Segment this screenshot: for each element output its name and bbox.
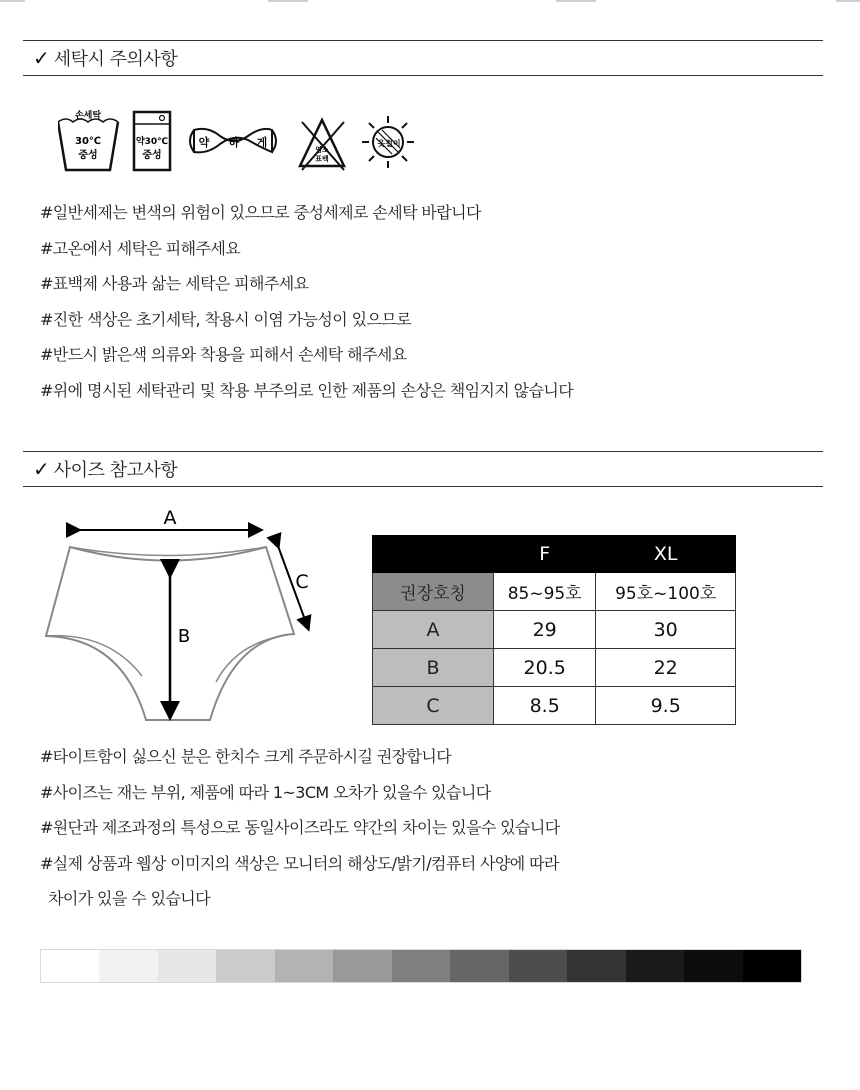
wring-text-3: 게 — [256, 136, 268, 149]
dry-text: 옷걸이 — [377, 139, 401, 148]
hand-wash-icon — [58, 109, 118, 170]
hand-wash-temp-text: 30℃ — [74, 136, 102, 147]
bleach-text-2: 표백 — [315, 155, 329, 163]
table-cell: 9.5 — [596, 687, 736, 725]
table-row — [373, 687, 736, 725]
table-cell: 8.5 — [494, 687, 596, 725]
color-swatch — [41, 950, 99, 982]
color-swatch — [99, 950, 157, 982]
size-notes-list — [40, 745, 560, 923]
machine-bottom-text: 중성 — [142, 150, 162, 161]
size-diagram — [38, 502, 328, 727]
color-swatch-strip — [40, 949, 802, 983]
size-section-title: 사이즈 참고사항 — [53, 460, 178, 481]
size-section-header — [23, 451, 823, 487]
wring-gently-icon — [190, 129, 276, 152]
care-symbols — [58, 108, 428, 178]
label-b: B — [177, 626, 191, 647]
table-cell: 20.5 — [494, 649, 596, 687]
size-table-header-blank — [373, 536, 494, 573]
table-row — [373, 573, 736, 611]
care-note: #표백제 사용과 삶는 세탁은 피해주세요 — [40, 274, 309, 293]
color-swatch — [392, 950, 450, 982]
size-table-header-row — [373, 536, 736, 573]
label-c: C — [295, 571, 309, 593]
top-divider-mark — [836, 0, 860, 2]
top-divider-mark — [556, 0, 596, 2]
table-row-label: B — [373, 649, 494, 687]
color-swatch — [743, 950, 801, 982]
color-swatch — [333, 950, 391, 982]
top-divider-mark — [0, 0, 25, 2]
care-note: #진한 색상은 초기세탁, 착용시 이염 가능성이 있으므로 — [40, 309, 412, 329]
care-section-title: 세탁시 주의사항 — [53, 49, 178, 70]
no-sun-dry-icon — [362, 116, 414, 168]
table-cell: 29 — [494, 611, 596, 649]
size-note: #실제 상품과 웹상 이미지의 색상은 모니터의 해상도/밝기/컴퓨터 사양에 따라 — [40, 853, 559, 873]
bleach-text-1: 염소 — [315, 146, 329, 154]
size-note: 차이가 있을 수 있습니다 — [48, 889, 211, 908]
size-table-header-xl: XL — [596, 536, 736, 573]
care-notes-list — [40, 201, 573, 414]
size-note: #원단과 제조과정의 특성으로 동일사이즈라도 약간의 차이는 있을수 있습니다 — [40, 818, 560, 837]
color-swatch — [509, 950, 567, 982]
table-row-label: C — [373, 687, 494, 725]
color-swatch — [567, 950, 625, 982]
size-table-header-f: F — [494, 536, 596, 573]
table-cell: 95호~100호 — [596, 573, 736, 611]
table-cell: 30 — [596, 611, 736, 649]
machine-temp-text: 약30℃ — [135, 137, 169, 147]
size-table — [372, 535, 736, 725]
color-swatch — [158, 950, 216, 982]
label-a: A — [163, 507, 177, 529]
color-swatch — [275, 950, 333, 982]
care-note: #위에 명시된 세탁관리 및 착용 부주의로 인한 제품의 손상은 책임지지 않습니다 — [40, 380, 574, 400]
care-note: #반드시 밝은색 의류와 착용을 피해서 손세탁 해주세요 — [40, 345, 407, 364]
top-divider-mark — [268, 0, 308, 2]
hand-wash-top-text: 손세탁 — [74, 111, 102, 121]
table-cell: 85~95호 — [494, 573, 596, 611]
hand-wash-bottom-text: 중성 — [78, 150, 98, 161]
washing-machine-icon — [134, 112, 170, 170]
checkmark-icon: ✓ — [33, 457, 50, 481]
table-row — [373, 611, 736, 649]
color-swatch — [450, 950, 508, 982]
table-row — [373, 649, 736, 687]
wring-text-2: 하 — [228, 136, 240, 149]
care-note: #일반세제는 변색의 위험이 있으므로 중성세제로 손세탁 바랍니다 — [40, 203, 481, 222]
color-swatch — [216, 950, 274, 982]
no-bleach-icon — [300, 120, 344, 170]
checkmark-icon: ✓ — [33, 46, 50, 70]
table-cell: 22 — [596, 649, 736, 687]
color-swatch — [626, 950, 684, 982]
size-note: #사이즈는 재는 부위, 제품에 따라 1~3CM 오차가 있을수 있습니다 — [40, 782, 491, 802]
table-row-label: 권장호칭 — [373, 573, 494, 611]
color-swatch — [684, 950, 742, 982]
table-row-label: A — [373, 611, 494, 649]
wring-text-1: 약 — [198, 136, 210, 149]
size-note: #타이트함이 싫으신 분은 한치수 크게 주문하시길 권장합니다 — [40, 747, 452, 766]
care-section-header — [23, 40, 823, 76]
care-note: #고온에서 세탁은 피해주세요 — [40, 238, 241, 258]
